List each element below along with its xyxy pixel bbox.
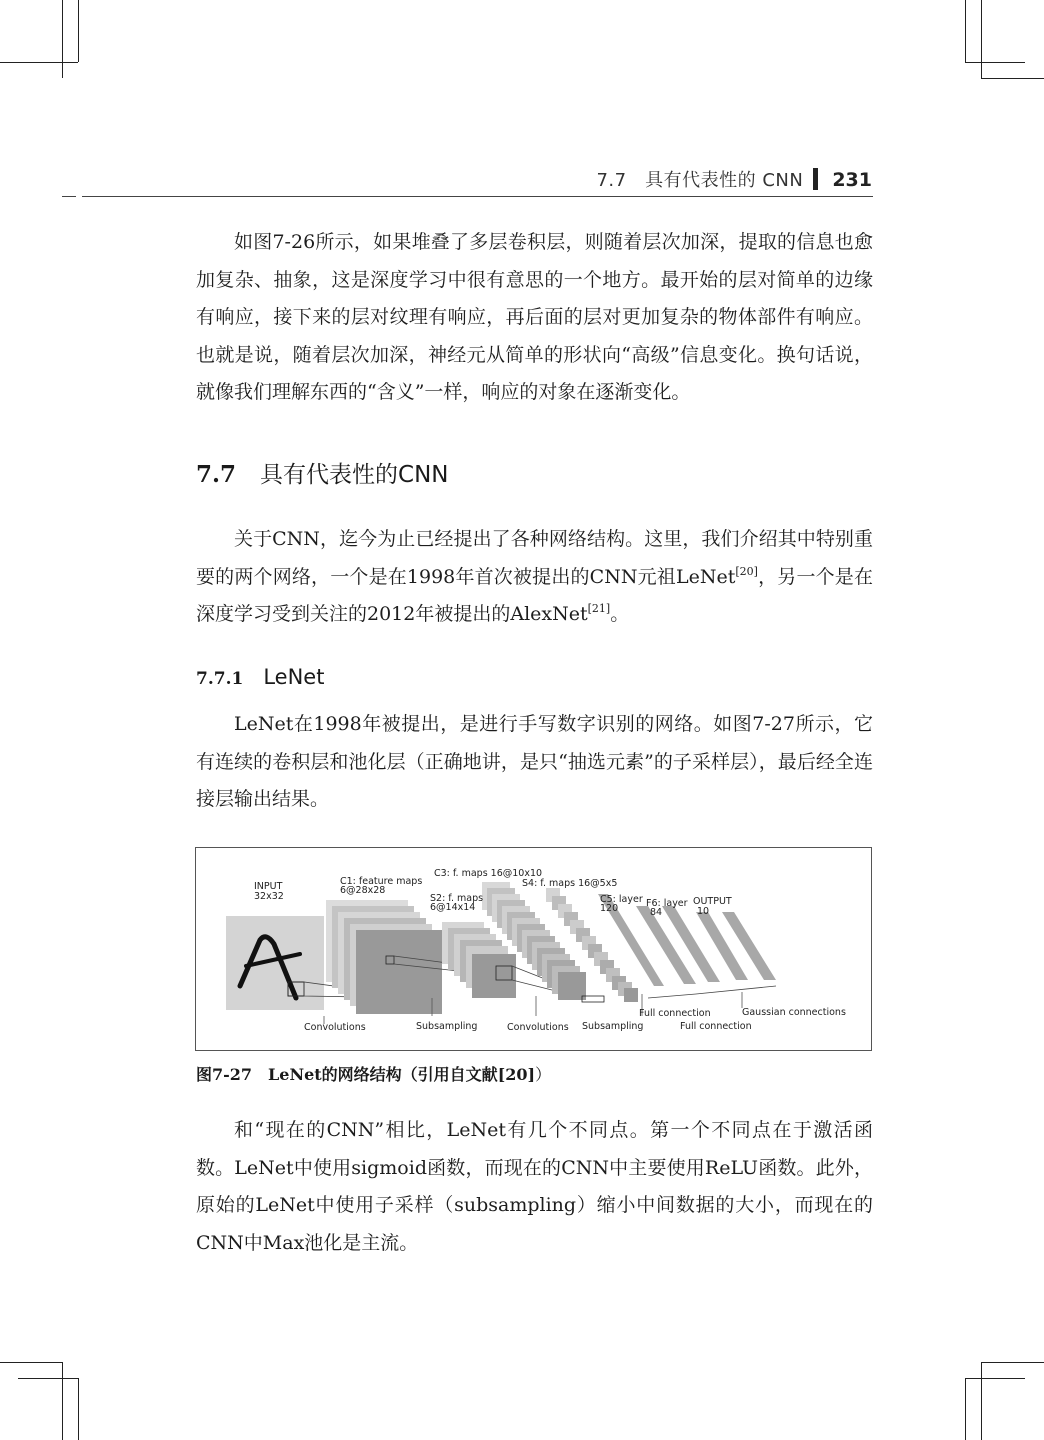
crop-mark [78,0,79,62]
input-size-label: 32x32 [254,891,284,902]
figure-caption [196,1062,551,1085]
header-bar [813,168,818,190]
paragraph-overview [196,521,873,634]
crop-mark [965,0,966,62]
conv2-label: Convolutions [507,1022,569,1033]
paragraph-intro: 如图7-26所示，如果堆叠了多层卷积层，则随着层次加深，提取的信息也愈加复杂、抽象，这是深度学习中很有意思的一个地方。最开始的层对简单的边缘有响应，接下来的层对纹理有响应，再后面的层对更加复杂的物体部件有响应。也就是说，随着层次加深，神经元从简单的形状向“高级”信息变化。换句话说，就像我们理解东西的“含义”一样，响应的对象在逐渐变化。 [196,231,873,403]
header-rule [82,196,873,197]
input-label: INPUT [254,881,283,892]
crop-mark [965,62,1025,63]
f6-label: F6: layer [646,898,688,909]
s2-size-label: 6@14x14 [430,902,476,913]
section-heading [196,456,449,489]
caption-close: ） [535,1065,552,1084]
crop-mark [965,1378,1025,1379]
caption-ref: [20] [497,1065,536,1084]
crop-mark [62,1362,63,1440]
crop-mark [18,1378,78,1379]
header-rule-mark [62,196,76,197]
crop-mark [981,78,1044,79]
lenet-figure [195,847,872,1051]
full2-label: Full connection [680,1021,752,1032]
subsection-number: 7.7.1 [196,669,244,689]
page-number: 231 [832,169,872,191]
gauss-label: Gaussian connections [742,1007,846,1018]
crop-mark [965,1378,966,1440]
caption-number: 图7-27 [196,1065,253,1084]
c5-size-label: 120 [600,903,619,914]
section-number: 7.7 [196,461,237,488]
citation: [21] [587,602,611,615]
c1-label: C1: feature maps [340,876,423,887]
c3-label: C3: f. maps 16@10x10 [434,868,543,879]
citation: [20] [735,564,758,578]
paragraph-text: 关于CNN，迄今为止已经提出了各种网络结构。这里，我们介绍其中特别重要的两个网络，一个是在1998年首次被提出的CNN元祖LeNet [196,528,873,588]
paragraph-differences: 和“现在的CNN”相比，LeNet有几个不同点。第一个不同点在于激活函数。LeNet中使用sigmoid函数，而现在的CNN中主要使用ReLU函数。此外，原始的LeNet中使用子采样（subsampling）缩小中间数据的大小，而现在的CNN中Max池化是主流。 [196,1119,873,1254]
full1-label: Full connection [639,1008,711,1019]
s4-label: S4: f. maps 16@5x5 [522,878,618,889]
crop-mark [62,0,63,78]
output-size-label: 10 [697,906,710,917]
f6-size-label: 84 [650,907,663,918]
conv1-label: Convolutions [304,1022,366,1033]
c1-size-label: 6@28x28 [340,885,386,896]
subsection-title: LeNet [263,665,325,689]
connection-line [696,986,776,994]
crop-mark [981,1362,1044,1363]
c5-label: C5: layer [600,894,643,905]
subsection-heading [196,665,324,689]
crop-mark [78,1378,79,1440]
output-label: OUTPUT [693,896,732,907]
crop-mark [981,0,982,78]
lenet-diagram [196,848,873,1052]
s2-label: S2: f. maps [430,893,484,904]
section-title: 具有代表性的CNN [260,462,449,488]
running-header [0,166,872,196]
paragraph-text: 。 [610,603,630,625]
paragraph-lenet: LeNet在1998年被提出，是进行手写数字识别的网络。如图7-27所示，它有连续的卷积层和池化层（正确地讲，是只“抽选元素”的子采样层），最后经全连接层输出结果。 [196,713,873,810]
caption-title: LeNet的网络结构（引用自文献 [268,1065,498,1084]
header-section: 7.7 具有代表性的 CNN [596,170,804,191]
paragraph-text: ，另一个是在深度学习受到关注的2012年被提出的AlexNet [196,565,873,625]
crop-mark [981,1362,982,1440]
sub2-label: Subsampling [582,1021,644,1032]
connection-line [648,994,696,998]
crop-mark [18,62,78,63]
sub1-label: Subsampling [416,1021,478,1032]
crop-mark [0,1362,62,1363]
